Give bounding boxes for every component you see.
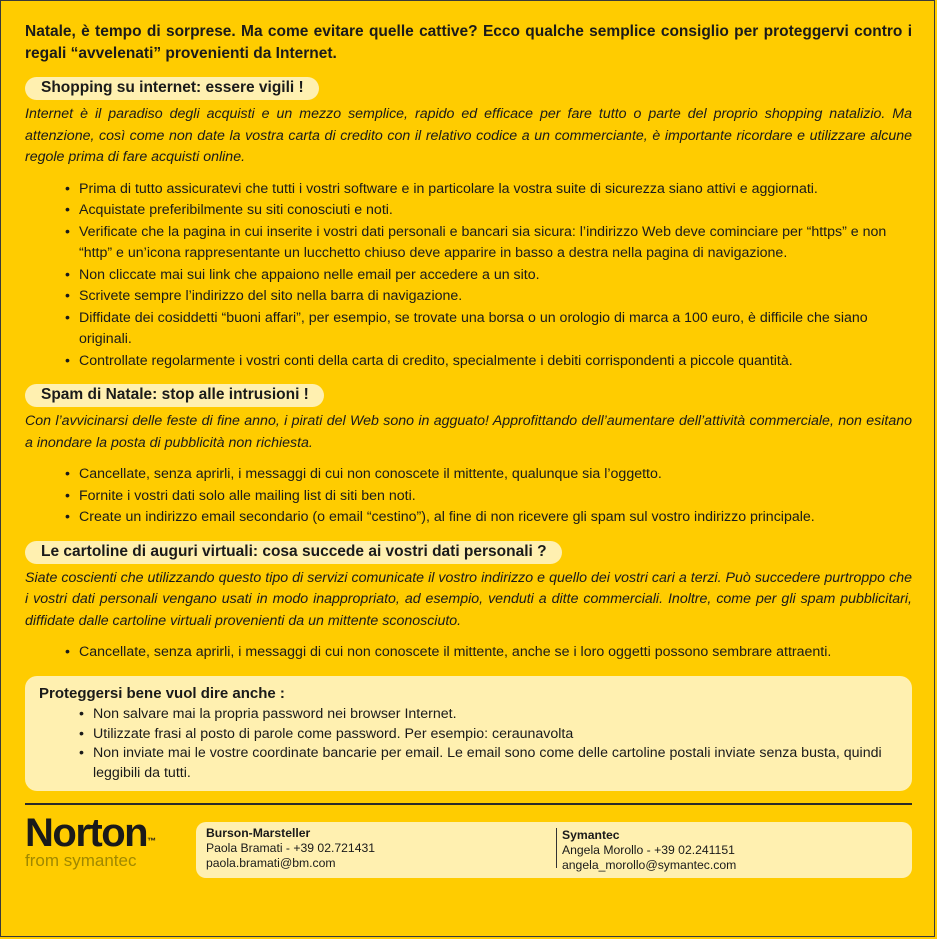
norton-logo xyxy=(25,811,172,870)
logo-wordmark: Norton™ xyxy=(25,811,155,855)
list-item: • Cancellate, senza aprirli, i messaggi di cui non conoscete il mittente, qualunque sia l’oggetto. xyxy=(65,464,912,486)
list-item: • Create un indirizzo email secondario (o email “cestino”), al fine di non ricevere gli spam sul vostro indirizzo principale. xyxy=(65,507,912,529)
contact-symantec xyxy=(556,828,912,872)
list-item: • Prima di tutto assicuratevi che tutti i vostri software e in particolare la vostra suite di sicurezza siano attivi e aggiornati. xyxy=(65,179,912,201)
section-title: Shopping su internet: essere vigili ! xyxy=(25,77,319,100)
contact-email: paola.bramati@bm.com xyxy=(206,856,336,870)
section-ecards xyxy=(25,541,912,664)
section-spam xyxy=(25,384,912,529)
list-item: • Utilizzate frasi al posto di parole come password. Per esempio: ceraunavolta xyxy=(79,725,898,745)
section-lead: Siate coscienti che utilizzando questo tipo di servizi comunicate il vostro indirizzo e quello dei vostri cari a terzi. Può succedere purtroppo che i vostri dati personali vengano usati in modo inappropriato, ad esempio, venduti a ditte commerciali. Inoltre, come per gli spam pubblicitari, diffidate dalle cartoline virtuali provenienti da un mittente sconosciuto. xyxy=(25,569,912,629)
list-item: • Non inviate mai le vostre coordinate bancarie per email. Le email sono come delle cartoline postali inviate senza busta, quindi leggibili da tutti. xyxy=(79,744,898,783)
list-item: • Scrivete sempre l’indirizzo del sito nella barra di navigazione. xyxy=(65,286,912,308)
list-item: • Fornite i vostri dati solo alle mailing list di siti ben noti. xyxy=(65,486,912,508)
section-shopping xyxy=(25,77,912,372)
section-lead: Con l’avvicinarsi delle feste di fine anno, i pirati del Web sono in agguato! Approfittando dell’aumentare dell’attività commerciale, non esitano a inondare la posta di pubblicità non richiesta. xyxy=(25,413,912,451)
contact-burson xyxy=(196,826,556,874)
contact-person: Paola Bramati - +39 02.721431 xyxy=(206,841,376,855)
tips-title: Proteggersi bene vuol dire anche : xyxy=(39,684,285,702)
section-title: Spam di Natale: stop alle intrusioni ! xyxy=(25,384,324,407)
tips-box xyxy=(25,676,912,792)
logo-tagline: from symantec xyxy=(25,851,137,870)
contact-org: Symantec xyxy=(562,828,620,842)
list-item: • Non salvare mai la propria password nei browser Internet. xyxy=(79,705,898,725)
tips-list xyxy=(39,705,898,783)
contact-person: Angela Morollo - +39 02.241151 xyxy=(562,843,735,857)
bullet-list xyxy=(25,464,912,529)
list-item: • Cancellate, senza aprirli, i messaggi di cui non conoscete il mittente, anche se i loro oggetti possono sembrare attraenti. xyxy=(65,642,912,664)
contacts-box xyxy=(196,822,912,878)
section-title: Le cartoline di auguri virtuali: cosa succede ai vostri dati personali ? xyxy=(25,541,562,564)
footer-divider xyxy=(25,803,912,805)
list-item: • Non cliccate mai sui link che appaiono nelle email per accedere a un sito. xyxy=(65,265,912,287)
intro-paragraph: Natale, è tempo di sorprese. Ma come evitare quelle cattive? Ecco qualche semplice consiglio per proteggervi contro i regali “avvelenati” provenienti da Internet. xyxy=(25,23,912,62)
contact-email: angela_morollo@symantec.com xyxy=(562,858,737,872)
list-item: • Acquistate preferibilmente su siti conosciuti e noti. xyxy=(65,200,912,222)
list-item: • Verificate che la pagina in cui inserite i vostri dati personali e bancari sia sicura: l’indirizzo Web deve cominciare per “https” e non “http” e un’icona rappresentante un lucchetto chiuso deve apparire in basso a destra nella pagina di navigazione. xyxy=(65,222,912,265)
bullet-list xyxy=(25,642,912,664)
bullet-list xyxy=(25,179,912,373)
list-item: • Controllate regolarmente i vostri conti della carta di credito, specialmente i debiti corrispondenti a piccole quantità. xyxy=(65,351,912,373)
section-lead: Internet è il paradiso degli acquisti e un mezzo semplice, rapido ed efficace per fare tutto o parte del proprio shopping natalizio. Ma attenzione, così come non date la vostra carta di credito con il relativo codice a un commerciante, è importante ricordare e utilizzare alcune regole prima di fare acquisti online. xyxy=(25,106,912,165)
contact-org: Burson-Marsteller xyxy=(206,826,311,840)
list-item: • Diffidate dei cosiddetti “buoni affari”, per esempio, se trovate una borsa o un orologio di marca a 100 euro, è difficile che siano originali. xyxy=(65,308,912,351)
footer xyxy=(25,811,912,878)
